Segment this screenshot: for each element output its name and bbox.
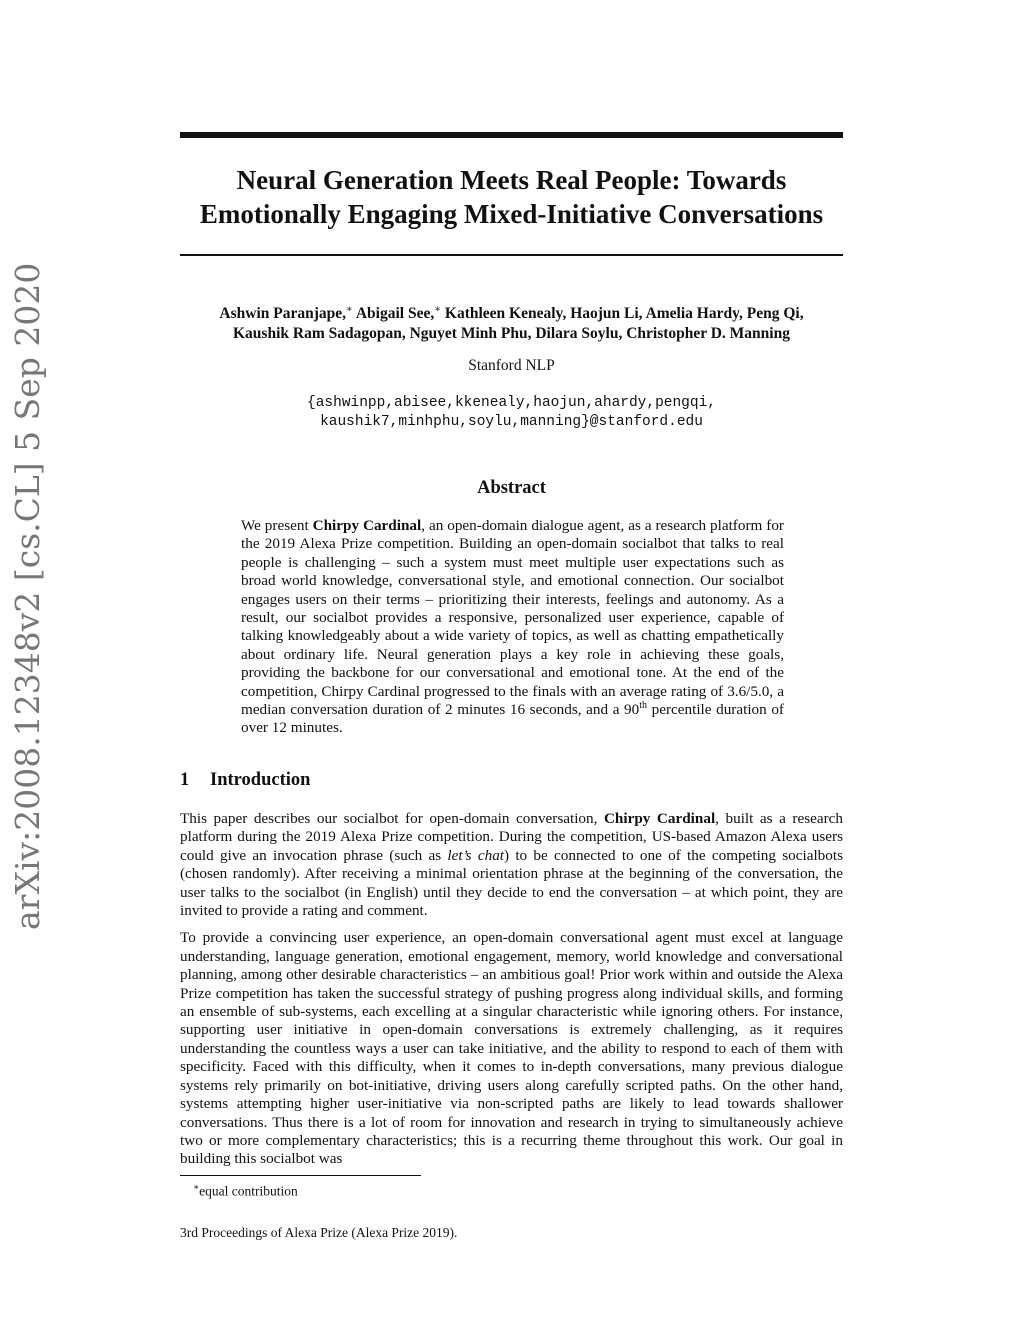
abstract-superscript: th [639,700,648,711]
abstract-bot-name: Chirpy Cardinal [312,517,422,534]
intro-paragraph-2: To provide a convincing user experience, an open-domain conversational agent must excel at language understanding, language generation, emotional engagement, memory, world knowledge and conversational planning, among other desirable characteristics – an ambitious goal! Prior work within and outside the Alexa Prize competition has taken the successful strategy of pushing progress along individual skills, and forming an ensemble of sub-systems, each excelling at a singular characteristic while ignoring others. For instance, supporting user initiative in open-domain conversations is extremely challenging, as it requires understanding the countless ways a user can take initiative, and the ability to respond to each of them with specificity. Faced with this difficulty, when it comes to in-depth conversations, many previous dialogue systems rely primarily on bot-initiative, driving users along carefully scripted paths. On the other hand, systems attempting higher user-initiative via non-scripted paths are likely to lead towards shallower conversations. Thus there is a lot of room for innovation and research in trying to simultaneously achieve two or more complementary characteristics; this is a recurring theme throughout this work. Our goal in building this socialbot was [180,929,843,1168]
title-line-2: Emotionally Engaging Mixed-Initiative Conversations [199,199,824,229]
intro-p1-part-1: This paper describes our socialbot for open-domain conversation, [180,810,604,827]
title-top-rule [180,132,843,138]
footnote-text: equal contribution [199,1183,298,1199]
section-title: Introduction [210,770,311,790]
footnote [193,1179,298,1200]
introduction-body [180,810,843,1178]
footnote-rule [180,1175,421,1176]
abstract-text [241,517,784,738]
equal-contribution-mark-2: ∗ [434,304,442,315]
abstract-part-2: , an open-domain dialogue agent, as a research platform for the 2019 Alexa Prize competition. Building an open-domain socialbot that talks to real people is challenging – such a system must meet multiple user expectations such as broad world knowledge, conversational style, and emotional connection. Our socialbot engages users on their terms – prioritizing their interests, feelings and autonomy. As a result, our socialbot provides a responsive, personalized user experience, capable of talking knowledgeably about a wide variety of topics, as well as chatting empathetically about ordinary life. Neural generation plays a key role in achieving these goals, providing the backbone for our conversational and emotional tone. At the end of the competition, Chirpy Cardinal progressed to the finals with an average rating of 3.6/5.0, a median conversation duration of 2 minutes 16 seconds, and a 90 [241,517,784,719]
intro-paragraph-1 [180,810,843,920]
affiliation: Stanford NLP [468,357,555,374]
arxiv-identifier: arXiv:2008.12348v2 [cs.CL] 5 Sep 2020 [8,262,47,930]
intro-p1-part-2: , built as a research platform during the 2019 Alexa Prize competition. During the competition, US-based Amazon Alexa users could give an invocation phrase (such as [180,810,843,864]
paper-title [160,163,863,231]
emails-line-1: {ashwinpp,abisee,kkenealy,haojun,ahardy,pengqi, [307,395,716,411]
abstract-heading: Abstract [477,478,546,498]
intro-invocation-phrase: let’s chat [447,846,505,864]
author-2: Abigail See, [355,305,435,323]
authors-line-2: Kaushik Ram Sadagopan, Nguyet Minh Phu, Dilara Soylu, Christopher D. Manning [233,325,790,343]
emails-line-2: kaushik7,minhphu,soylu,manning}@stanford.edu [320,414,703,430]
abstract-part-1: We present [241,517,313,534]
intro-bot-name: Chirpy Cardinal [603,810,716,827]
author-1: Ashwin Paranjape, [219,305,347,323]
footnote-mark: ∗ [193,1182,200,1192]
venue-note: 3rd Proceedings of Alexa Prize (Alexa Prize 2019). [180,1225,458,1240]
equal-contribution-mark-1: ∗ [346,304,353,315]
author-list [160,300,863,344]
authors-line-1-rest: Kathleen Kenealy, Haojun Li, Amelia Hardy, Peng Qi, [441,305,804,323]
intro-p1-part-3: ) to be connected to one of the competing socialbots (chosen randomly). After receiving a minimal orientation phrase at the beginning of the conversation, the user talks to the socialbot (in English) until they decide to end the conversation – at which point, they are invited to provide a rating and comment. [180,846,843,920]
abstract-part-3: percentile duration of over 12 minutes. [241,701,784,737]
section-number: 1 [180,770,190,790]
section-heading-introduction [180,770,310,791]
title-line-1: Neural Generation Meets Real People: Towards [236,165,787,195]
title-bottom-rule [180,254,843,256]
author-emails [160,394,863,432]
